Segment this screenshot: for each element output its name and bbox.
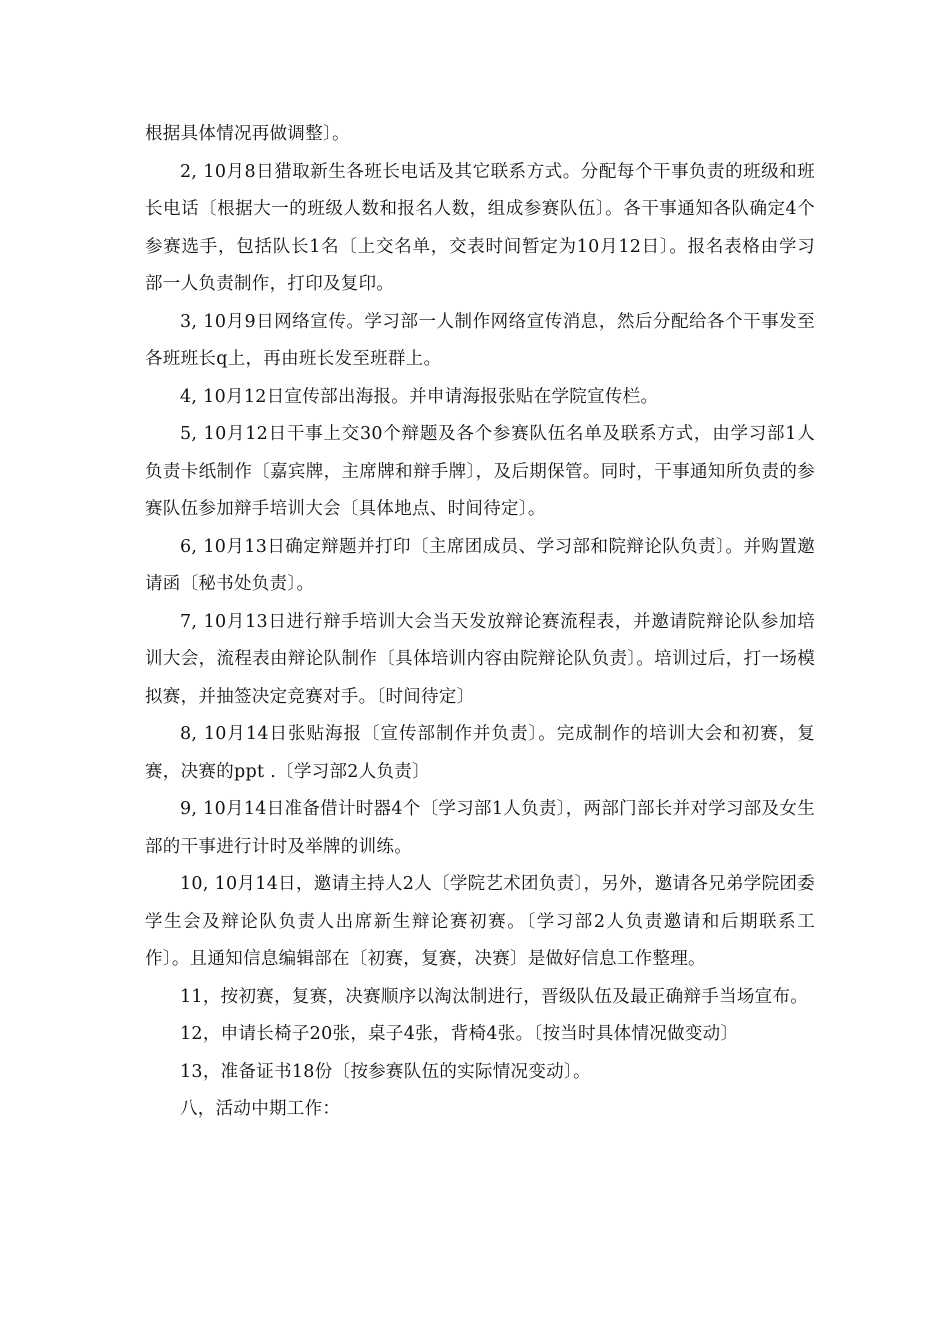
paragraph-7: 8, 10月14日张贴海报〔宣传部制作并负责〕。完成制作的培训大会和初赛，复赛，决赛的ppt .〔学习部2人负责〕: [145, 724, 815, 782]
paragraph-1: 2, 10月8日猎取新生各班长电话及其它联系方式。分配每个干事负责的班级和班长电话〔根据大一的班级人数和报名人数，组成参赛队伍〕。各干事通知各队确定4个参赛选手，包括队长1名〔上交名单，交表时间暂定为10月12日〕。报名表格由学习部一人负责制作，打印及复印。: [145, 161, 815, 294]
paragraph-10: 11，按初赛，复赛，决赛顺序以淘汰制进行，晋级队伍及最正确辩手当场宣布。: [180, 986, 809, 1007]
paragraph-11: 12，申请长椅子20张，桌子4张，背椅4张。〔按当时具体情况做变动〕: [180, 1024, 739, 1044]
paragraph-0: 根据具体情况再做调整〕。: [145, 124, 350, 144]
paragraph-2: 3, 10月9日网络宣传。学习部一人制作网络宣传消息，然后分配给各个干事发至各班班长q上，再由班长发至班群上。: [145, 311, 815, 369]
paragraph-8: 9, 10月14日准备借计时器4个〔学习部1人负责〕，两部门部长并对学习部及女生部的干事进行计时及举牌的训练。: [145, 799, 815, 857]
paragraph-13: 八，活动中期工作：: [180, 1099, 341, 1119]
paragraph-4: 5, 10月12日干事上交30个辩题及各个参赛队伍名单及联系方式，由学习部1人负责卡纸制作〔嘉宾牌，主席牌和辩手牌〕，及后期保管。同时，干事通知所负责的参赛队伍参加辩手培训大会〔具体地点、时间待定〕。: [145, 424, 815, 519]
paragraph-5: 6, 10月13日确定辩题并打印〔主席团成员、学习部和院辩论队负责〕。并购置邀请函〔秘书处负责〕。: [145, 536, 815, 594]
paragraph-9: 10, 10月14日，邀请主持人2人〔学院艺术团负责〕，另外，邀请各兄弟学院团委学生会及辩论队负责人出席新生辩论赛初赛。〔学习部2人负责邀请和后期联系工作〕。且通知信息编辑部在〔初赛，复赛，决赛〕是做好信息工作整理。: [145, 874, 815, 969]
paragraph-6: 7, 10月13日进行辩手培训大会当天发放辩论赛流程表，并邀请院辩论队参加培训大会，流程表由辩论队制作〔具体培训内容由院辩论队负责〕。培训过后，打一场模拟赛，并抽签决定竞赛对手。〔时间待定〕: [145, 611, 815, 707]
paragraph-3: 4, 10月12日宣传部出海报。并申请海报张贴在学院宣传栏。: [180, 386, 659, 407]
paragraph-12: 13，准备证书18份〔按参赛队伍的实际情况变动〕。: [180, 1061, 591, 1082]
document-body: [145, 116, 815, 1129]
